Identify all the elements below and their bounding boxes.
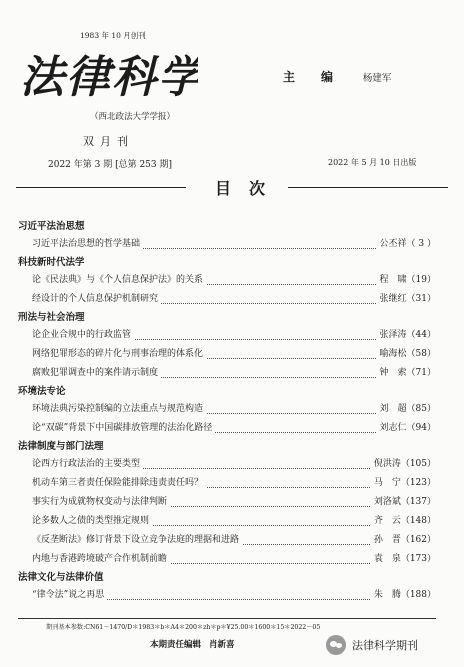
- author-page: 齐 云（148）: [371, 512, 436, 531]
- duty-editor-name: 肖新喜: [209, 640, 235, 650]
- author-page: 张泽涛（44）: [377, 326, 436, 345]
- author-page: 程 啸（19）: [377, 271, 436, 290]
- journal-logo: [18, 50, 198, 102]
- title-rule-left: [16, 187, 186, 188]
- author-page: 刘 超（85）: [377, 400, 436, 419]
- duty-editor-label: 本期责任编辑: [150, 640, 202, 650]
- toc-entry[interactable]: [18, 586, 436, 605]
- editor-role: 主编: [283, 70, 360, 84]
- article-title: 内地与香港跨境破产合作机制前瞻: [32, 554, 170, 564]
- toc-entry[interactable]: [18, 512, 436, 531]
- toc-entry[interactable]: [18, 493, 436, 512]
- toc-title: 目次: [214, 179, 283, 198]
- article-title: 环境法典污染控制编的立法重点与规范构造: [32, 404, 206, 414]
- toc-title-row: [16, 176, 448, 198]
- toc-entry[interactable]: [18, 419, 436, 438]
- duty-editor: [150, 638, 235, 650]
- author-page: 刘志仁（94）: [377, 419, 436, 438]
- journal-title: [18, 50, 198, 106]
- article-title: 论企业合规中的行政监管: [32, 330, 134, 340]
- article-title: 论西方行政法治的主要类型: [32, 459, 143, 469]
- article-title: 论“双碳”背景下中国碳排放管理的法治化路径: [32, 423, 215, 433]
- wechat-watermark: [326, 634, 456, 656]
- toc-entry[interactable]: [18, 455, 436, 474]
- title-rule-right: [288, 187, 448, 188]
- footer-divider: [18, 618, 436, 619]
- toc-section-heading: 法律文化与法律价值: [18, 572, 104, 583]
- toc-section-heading: 科技新时代法学: [18, 257, 85, 268]
- school-subtitle: （西北政法大学学报）: [90, 112, 176, 122]
- table-of-contents: [18, 218, 436, 605]
- article-title: 经设计的个人信息保护机制研究: [32, 294, 161, 304]
- toc-section-heading: 环境法专论: [18, 386, 66, 397]
- publication-frequency: 双月刊: [83, 135, 134, 148]
- toc-entry[interactable]: [18, 235, 436, 254]
- journal-parameters: 期刊基本参数:CN61－1470/D＊1983＊b＊A4＊200＊zh＊p＊¥25.00＊1600＊15＊2022－05: [46, 624, 321, 631]
- article-title: 论《民法典》与《个人信息保护法》的关系: [32, 275, 206, 285]
- toc-entry[interactable]: [18, 531, 436, 550]
- article-title: 习近平法治思想的哲学基础: [32, 239, 143, 249]
- issue-number: 2022 年第 3 期 [总第 253 期]: [48, 160, 172, 170]
- author-page: 马 宁（123）: [371, 474, 436, 493]
- article-title: 网络犯罪形态的碎片化与刑事治理的体系化: [32, 349, 206, 359]
- publication-date: 2022 年 5 月 10 日出版: [328, 158, 417, 167]
- author-page: 公丕祥（ 3 ）: [377, 235, 436, 254]
- author-page: 倪洪涛（105）: [371, 455, 436, 474]
- author-page: 刘洛斌（137）: [371, 493, 436, 512]
- toc-entry[interactable]: [18, 474, 436, 493]
- toc-entry[interactable]: [18, 345, 436, 364]
- author-page: 袁 泉（173）: [371, 550, 436, 569]
- chief-editor: [283, 68, 391, 85]
- toc-section-heading: 刑法与社会治理: [18, 312, 85, 323]
- toc-entry[interactable]: [18, 271, 436, 290]
- author-page: 喻海松（58）: [377, 345, 436, 364]
- founded-date: 1983 年 10 月创刊: [80, 31, 146, 40]
- wechat-icon: [326, 635, 346, 655]
- article-title: 事实行为成就物权变动与法律判断: [32, 497, 170, 507]
- author-page: 孙 晋（162）: [371, 531, 436, 550]
- article-title: 《反垄断法》修订背景下设立竞争法庭的理据和进路: [32, 535, 242, 545]
- author-page: 钟 索（71）: [377, 364, 436, 383]
- toc-section-heading: 法律制度与部门法理: [18, 441, 104, 452]
- article-title: 腐败犯罪调查中的案件请示制度: [32, 368, 161, 378]
- watermark-text: 法律科学期刊: [352, 639, 418, 652]
- article-title: 论多数人之债的类型推定规则: [32, 516, 152, 526]
- toc-entry[interactable]: [18, 550, 436, 569]
- toc-entry[interactable]: [18, 400, 436, 419]
- toc-section-heading: 习近平法治思想: [18, 221, 85, 232]
- author-page: 张继红（31）: [377, 290, 436, 309]
- toc-entry[interactable]: [18, 326, 436, 345]
- author-page: 朱 腾（188）: [371, 586, 436, 605]
- logo-lettering: 法律科学: [20, 52, 198, 102]
- toc-entry[interactable]: [18, 364, 436, 383]
- article-title: 机动车第三者责任保险能排除违责责任吗？: [32, 478, 206, 488]
- article-title: “律令法”说之再思: [32, 590, 107, 600]
- editor-name: 杨建军: [362, 73, 392, 84]
- toc-entry[interactable]: [18, 290, 436, 309]
